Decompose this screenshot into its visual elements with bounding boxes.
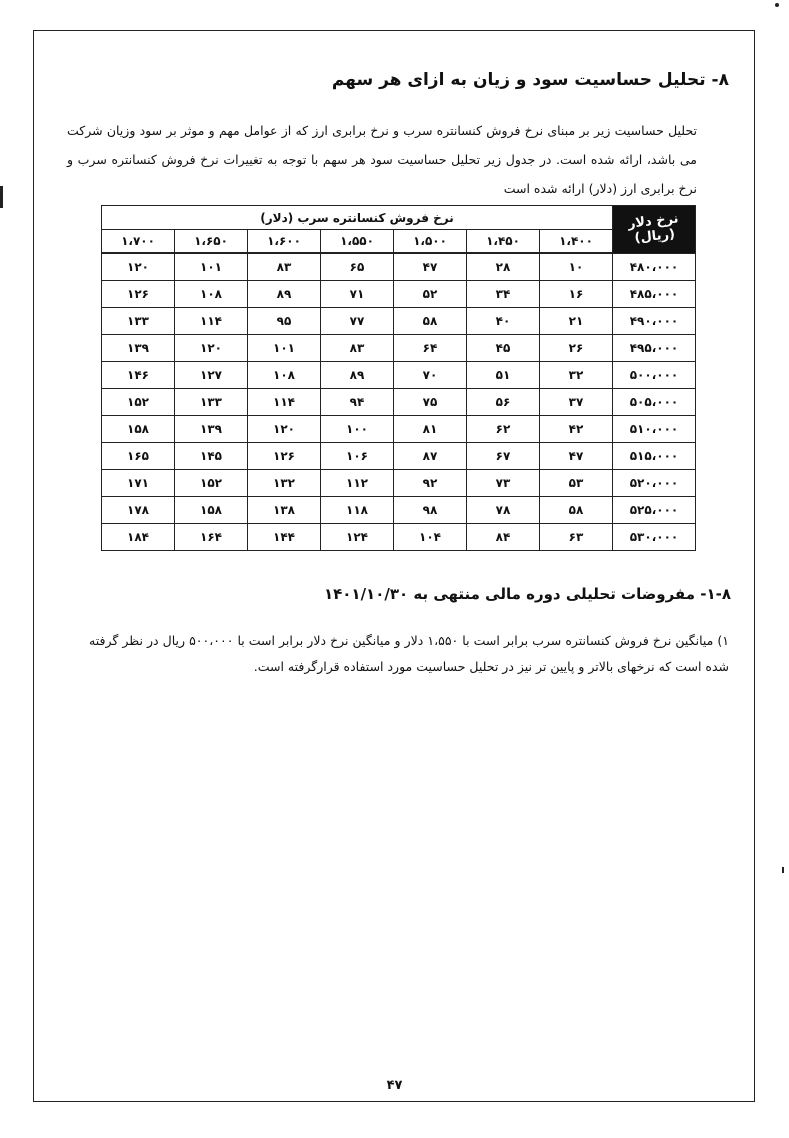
eps-value-cell: ۱۷۸ — [102, 497, 175, 524]
dollar-rate-cell: ۴۹۰،۰۰۰ — [613, 308, 696, 335]
lead-price-header: ۱،۴۵۰ — [467, 230, 540, 254]
eps-value-cell: ۷۱ — [321, 281, 394, 308]
eps-value-cell: ۵۳ — [540, 470, 613, 497]
assumptions-subheading: ۱-۸- مفروضات تحلیلی دوره مالی منتهی به ۱۴۰۱/۱۰/۳۰ — [323, 585, 731, 603]
eps-value-cell: ۱۳۳ — [175, 389, 248, 416]
eps-value-cell: ۱۰۰ — [321, 416, 394, 443]
section-heading: ۸- تحلیل حساسیت سود و زیان به ازای هر سهم — [331, 70, 729, 90]
eps-value-cell: ۵۸ — [394, 308, 467, 335]
dollar-rate-cell: ۵۱۰،۰۰۰ — [613, 416, 696, 443]
table-row — [102, 497, 696, 524]
eps-value-cell: ۱۵۸ — [102, 416, 175, 443]
eps-value-cell: ۳۴ — [467, 281, 540, 308]
eps-value-cell: ۹۸ — [394, 497, 467, 524]
eps-value-cell: ۴۷ — [540, 443, 613, 470]
eps-value-cell: ۸۷ — [394, 443, 467, 470]
eps-value-cell: ۱۱۲ — [321, 470, 394, 497]
lead-price-header-row — [102, 230, 696, 254]
eps-value-cell: ۱۲۴ — [321, 524, 394, 551]
eps-value-cell: ۱۰۸ — [175, 281, 248, 308]
eps-value-cell: ۷۸ — [467, 497, 540, 524]
eps-value-cell: ۱۱۸ — [321, 497, 394, 524]
table-row — [102, 416, 696, 443]
eps-value-cell: ۱۴۶ — [102, 362, 175, 389]
eps-value-cell: ۸۹ — [248, 281, 321, 308]
table-row — [102, 443, 696, 470]
dollar-rate-cell: ۵۰۰،۰۰۰ — [613, 362, 696, 389]
eps-value-cell: ۱۵۲ — [175, 470, 248, 497]
dollar-rate-cell: ۵۱۵،۰۰۰ — [613, 443, 696, 470]
eps-value-cell: ۱۷۱ — [102, 470, 175, 497]
table-row — [102, 308, 696, 335]
eps-value-cell: ۱۰۴ — [394, 524, 467, 551]
eps-value-cell: ۳۲ — [540, 362, 613, 389]
eps-value-cell: ۱۴۴ — [248, 524, 321, 551]
eps-value-cell: ۸۴ — [467, 524, 540, 551]
eps-value-cell: ۶۳ — [540, 524, 613, 551]
eps-value-cell: ۱۵۸ — [175, 497, 248, 524]
dollar-rate-cell: ۴۸۰،۰۰۰ — [613, 253, 696, 281]
eps-value-cell: ۶۲ — [467, 416, 540, 443]
column-group-title: نرخ فروش کنسانتره سرب (دلار) — [102, 206, 613, 230]
table-row — [102, 253, 696, 281]
eps-value-cell: ۸۳ — [321, 335, 394, 362]
eps-value-cell: ۵۸ — [540, 497, 613, 524]
sensitivity-table — [101, 205, 696, 551]
lead-price-header: ۱،۶۰۰ — [248, 230, 321, 254]
eps-value-cell: ۲۱ — [540, 308, 613, 335]
eps-value-cell: ۸۹ — [321, 362, 394, 389]
table-row — [102, 281, 696, 308]
table-row — [102, 362, 696, 389]
eps-value-cell: ۷۵ — [394, 389, 467, 416]
eps-value-cell: ۱۲۰ — [248, 416, 321, 443]
corner-header: نرخ دلار (ریال) — [613, 206, 696, 254]
eps-value-cell: ۱۲۰ — [102, 253, 175, 281]
eps-value-cell: ۱۳۲ — [248, 470, 321, 497]
eps-value-cell: ۸۱ — [394, 416, 467, 443]
dollar-rate-cell: ۴۸۵،۰۰۰ — [613, 281, 696, 308]
scan-mark — [782, 867, 784, 873]
eps-value-cell: ۱۵۲ — [102, 389, 175, 416]
lead-price-header: ۱،۶۵۰ — [175, 230, 248, 254]
eps-value-cell: ۱۳۹ — [102, 335, 175, 362]
eps-value-cell: ۵۱ — [467, 362, 540, 389]
eps-value-cell: ۱۳۹ — [175, 416, 248, 443]
dollar-rate-cell: ۵۲۵،۰۰۰ — [613, 497, 696, 524]
dollar-rate-cell: ۴۹۵،۰۰۰ — [613, 335, 696, 362]
intro-paragraph: تحلیل حساسیت زیر بر مبنای نرخ فروش کنسانتره سرب و نرخ برابری ارز که از عوامل مهم و موثر بر سود وزیان شرکت می باشد، ارائه شده است. در جدول زیر تحلیل حساسیت سود هر سهم با توجه به تغییرات نرخ فروش کنسانتره سرب و نرخ برابری ارز (دلار) ارائه شده است — [67, 123, 697, 196]
eps-value-cell: ۲۸ — [467, 253, 540, 281]
eps-value-cell: ۴۵ — [467, 335, 540, 362]
eps-value-cell: ۱۲۶ — [248, 443, 321, 470]
eps-value-cell: ۶۴ — [394, 335, 467, 362]
eps-value-cell: ۱۱۴ — [175, 308, 248, 335]
dollar-rate-cell: ۵۲۰،۰۰۰ — [613, 470, 696, 497]
eps-value-cell: ۱۰۱ — [175, 253, 248, 281]
eps-value-cell: ۶۵ — [321, 253, 394, 281]
eps-value-cell: ۷۳ — [467, 470, 540, 497]
eps-value-cell: ۱۲۶ — [102, 281, 175, 308]
eps-value-cell: ۴۰ — [467, 308, 540, 335]
assumption-item: ۱) میانگین نرخ فروش کنسانتره سرب برابر است با ۱،۵۵۰ دلار و میانگین نرخ دلار برابر است با ۵۰۰،۰۰۰ ریال در نظر گرفته شده است که نرخهای بالاتر و پایین تر نیز در تحلیل حساسیت مورد استفاده قرارگرفته است. — [89, 633, 729, 674]
table-row — [102, 389, 696, 416]
eps-value-cell: ۴۲ — [540, 416, 613, 443]
lead-price-header: ۱،۵۰۰ — [394, 230, 467, 254]
eps-value-cell: ۹۵ — [248, 308, 321, 335]
lead-price-header: ۱،۴۰۰ — [540, 230, 613, 254]
eps-value-cell: ۹۲ — [394, 470, 467, 497]
dollar-rate-cell: ۵۰۵،۰۰۰ — [613, 389, 696, 416]
scan-mark — [775, 3, 779, 7]
dollar-rate-cell: ۵۳۰،۰۰۰ — [613, 524, 696, 551]
eps-value-cell: ۱۰۱ — [248, 335, 321, 362]
eps-value-cell: ۱۶ — [540, 281, 613, 308]
eps-value-cell: ۱۴۵ — [175, 443, 248, 470]
eps-value-cell: ۱۲۷ — [175, 362, 248, 389]
eps-value-cell: ۱۱۴ — [248, 389, 321, 416]
lead-price-header: ۱،۵۵۰ — [321, 230, 394, 254]
eps-value-cell: ۵۶ — [467, 389, 540, 416]
eps-value-cell: ۸۳ — [248, 253, 321, 281]
eps-value-cell: ۲۶ — [540, 335, 613, 362]
eps-value-cell: ۷۰ — [394, 362, 467, 389]
eps-value-cell: ۱۰۶ — [321, 443, 394, 470]
eps-value-cell: ۱۶۴ — [175, 524, 248, 551]
eps-value-cell: ۱۳۳ — [102, 308, 175, 335]
eps-value-cell: ۱۸۴ — [102, 524, 175, 551]
eps-value-cell: ۱۰۸ — [248, 362, 321, 389]
table-row — [102, 335, 696, 362]
eps-value-cell: ۴۷ — [394, 253, 467, 281]
eps-value-cell: ۶۷ — [467, 443, 540, 470]
scan-mark — [0, 186, 3, 208]
page-number: ۴۷ — [386, 1078, 403, 1093]
eps-value-cell: ۵۲ — [394, 281, 467, 308]
eps-value-cell: ۱۰ — [540, 253, 613, 281]
eps-value-cell: ۳۷ — [540, 389, 613, 416]
table-row — [102, 470, 696, 497]
eps-value-cell: ۱۲۰ — [175, 335, 248, 362]
lead-price-header: ۱،۷۰۰ — [102, 230, 175, 254]
table-row — [102, 524, 696, 551]
eps-value-cell: ۱۶۵ — [102, 443, 175, 470]
eps-value-cell: ۷۷ — [321, 308, 394, 335]
eps-value-cell: ۹۴ — [321, 389, 394, 416]
eps-value-cell: ۱۳۸ — [248, 497, 321, 524]
